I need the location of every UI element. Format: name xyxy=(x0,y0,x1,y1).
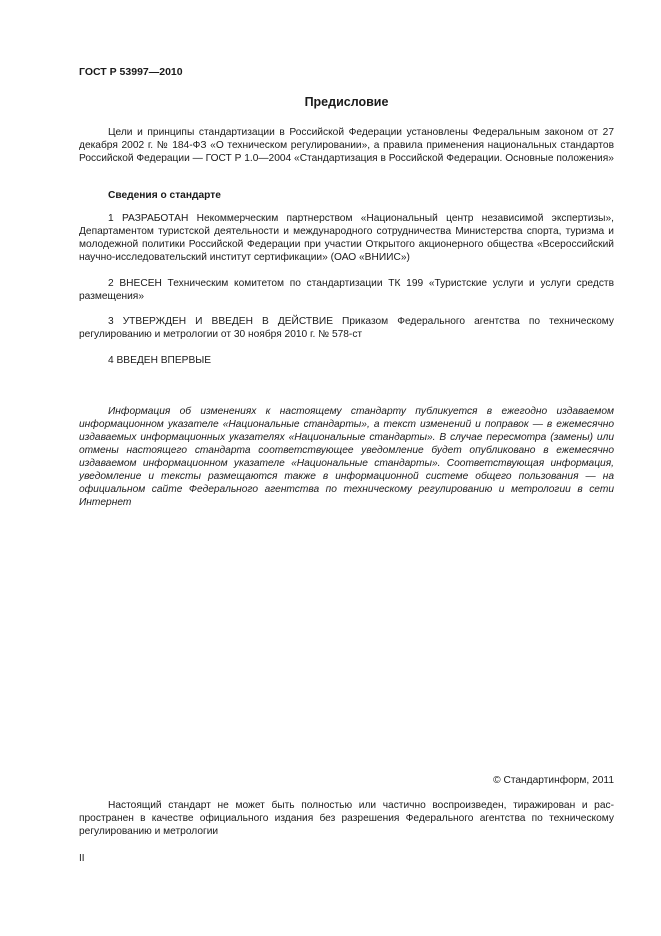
reproduction-note: Настоящий стандарт не может быть полностью или частично воспроизведен, тиражирован и распространен в качестве официального издания без разрешения Федерального агентства по техническому регулированию и метрологии xyxy=(79,800,614,837)
page-number: II xyxy=(79,853,85,864)
standard-info-item-1: 1 РАЗРАБОТАН Некоммерческим партнерством «Национальный центр независимой экспертизы», Департаментом туристской деятельности и международного сотрудничества Министерства спорта, туризма и молодежной политики Российской Федерации при участии Открытого акционерного общества «Всероссийский научно-исследовательский институт сертификации» (ОАО «ВНИИС») xyxy=(79,213,614,263)
page-title: Предисловие xyxy=(304,95,389,109)
standard-info-item-2: 2 ВНЕСЕН Техническим комитетом по стандартизации ТК 199 «Туристские услуги и услуги средств размещения» xyxy=(79,278,614,302)
standard-info-item-3: 3 УТВЕРЖДЕН И ВВЕДЕН В ДЕЙСТВИЕ Приказом Федерального агентства по техническому регулированию и метрологии от 30 ноября 2010 г. № 578-ст xyxy=(79,316,614,340)
document-code: ГОСТ Р 53997—2010 xyxy=(79,66,183,78)
copyright-notice: © Стандартинформ, 2011 xyxy=(493,775,614,786)
change-info-paragraph: Информация об изменениях к настоящему стандарту публикуется в ежегодно издаваемом информационном указателе «Национальные стандарты», а текст изменений и поправок — в ежемесячно издаваемых информационных указателях «Национальные стандарты». В случае пересмотра (замены) или отмены настоящего стандарта соответствующее уведомление будет опубликовано в ежемесячно издаваемом информационном указателе «Национальные стандарты». Соответствующая информация, уведомление и тексты размещаются также в информационной системе общего пользования — на официальном сайте Федерального агентства по техническому регулированию и метрологии в сети Интернет xyxy=(79,406,614,508)
standard-info-item-4: 4 ВВЕДЕН ВПЕРВЫЕ xyxy=(108,355,212,366)
section-heading: Сведения о стандарте xyxy=(108,190,221,201)
intro-paragraph: Цели и принципы стандартизации в Российской Федерации установлены Федеральным законом от 27 декабря 2002 г. № 184-ФЗ «О техническом регулировании», а правила применения национальных стандартов Российской Федерации — ГОСТ Р 1.0—2004 «Стандартизация в Российской Федерации. Основные положения» xyxy=(79,127,614,164)
